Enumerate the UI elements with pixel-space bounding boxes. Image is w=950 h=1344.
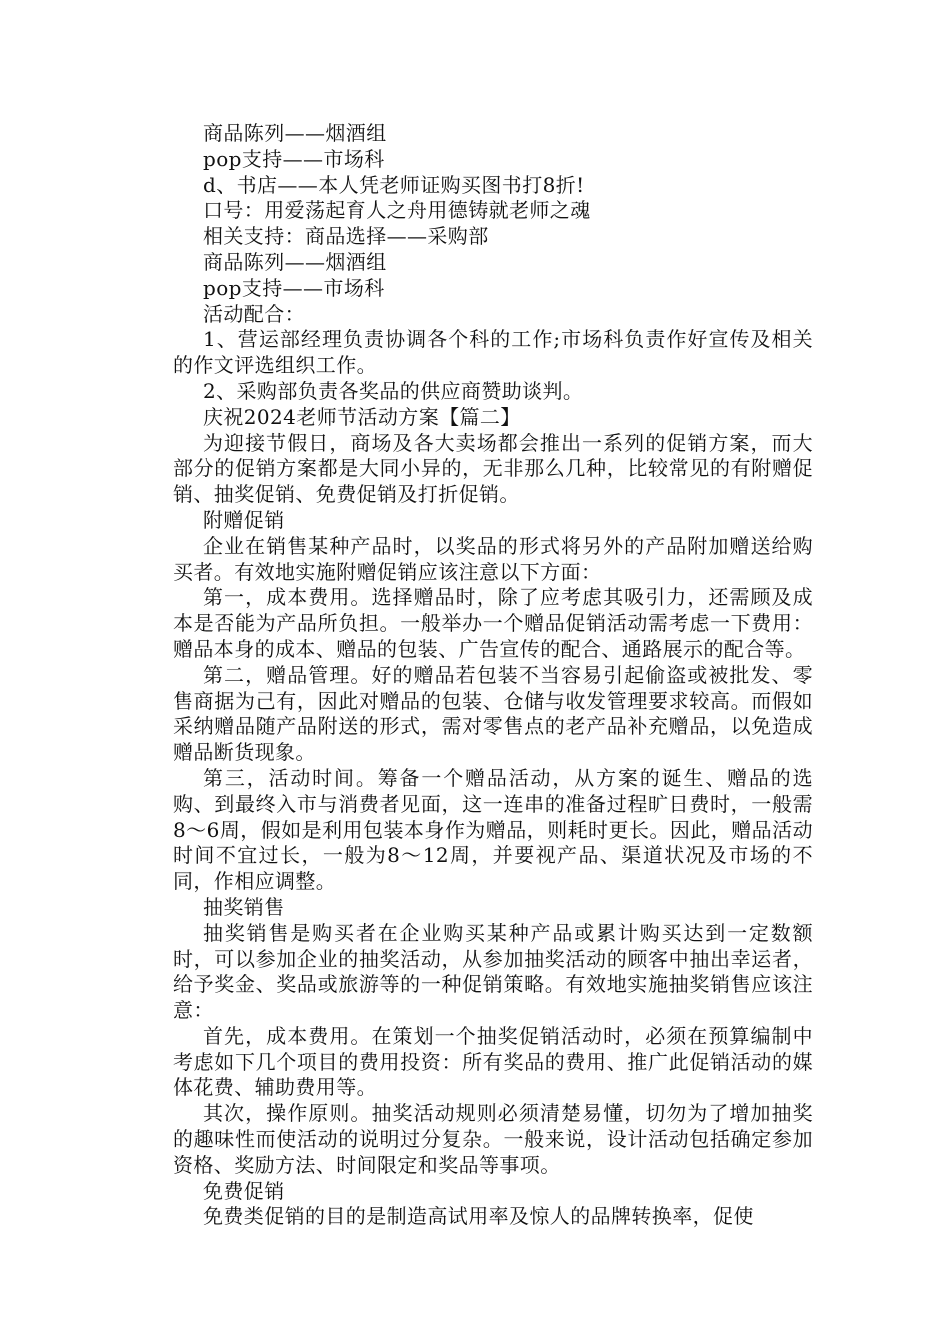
paragraph-19: 抽奖销售是购买者在企业购买某种产品或累计购买达到一定数额时，可以参加企业的抽奖活动，从参加抽奖活动的顾客中抽出幸运者，给予奖金、奖品或旅游等的一种促销策略。有效地实施抽奖销售应该注意： <box>173 920 813 1023</box>
paragraph-14: 企业在销售某种产品时，以奖品的形式将另外的产品附加赠送给购买者。有效地实施附赠促销应该注意以下方面： <box>173 533 813 584</box>
paragraph-11: 庆祝2024老师节活动方案【篇二】 <box>203 404 521 429</box>
paragraph-22: 免费促销 <box>203 1178 285 1203</box>
paragraph-21: 其次，操作原则。抽奖活动规则必须清楚易懂，切勿为了增加抽奖的趣味性而使活动的说明过分复杂。一般来说，设计活动包括确定参加资格、奖励方法、时间限定和奖品等事项。 <box>173 1101 813 1177</box>
paragraph-5: 相关支持：商品选择——采购部 <box>203 224 489 249</box>
paragraph-17: 第三，活动时间。筹备一个赠品活动，从方案的诞生、赠品的选购、到最终入市与消费者见面，这一连串的准备过程旷日费时，一般需8～6周，假如是利用包装本身作为赠品，则耗时更长。因此，赠品活动时间不宜过长，一般为8～12周，并要视产品、渠道状况及市场的不同，作相应调整。 <box>173 765 813 894</box>
paragraph-15: 第一，成本费用。选择赠品时，除了应考虑其吸引力，还需顾及成本是否能为产品所负担。一般举办一个赠品促销活动需考虑一下费用：赠品本身的成本、赠品的包装、广告宣传的配合、通路展示的配合等。 <box>173 585 813 661</box>
paragraph-2: pop支持——市场科 <box>203 146 385 171</box>
document-body <box>173 121 813 1230</box>
paragraph-8: 活动配合： <box>203 301 305 326</box>
paragraph-4: 口号：用爱荡起育人之舟用德铸就老师之魂 <box>203 198 591 223</box>
paragraph-6: 商品陈列——烟酒组 <box>203 249 387 274</box>
paragraph-23: 免费类促销的目的是制造高试用率及惊人的品牌转换率，促使 <box>203 1204 754 1229</box>
paragraph-10: 2、采购部负责各奖品的供应商赞助谈判。 <box>203 378 584 403</box>
paragraph-9: 1、营运部经理负责协调各个科的工作;市场科负责作好宣传及相关的作文评选组织工作。 <box>173 327 813 378</box>
paragraph-1: 商品陈列——烟酒组 <box>203 121 387 145</box>
paragraph-18: 抽奖销售 <box>203 894 285 919</box>
paragraph-16: 第二，赠品管理。好的赠品若包装不当容易引起偷盗或被批发、零售商据为己有，因此对赠品的包装、仓储与收发管理要求较高。而假如采纳赠品随产品附送的形式，需对零售点的老产品补充赠品，以免造成赠品断货现象。 <box>173 662 813 765</box>
paragraph-13: 附赠促销 <box>203 507 285 532</box>
paragraph-20: 首先，成本费用。在策划一个抽奖促销活动时，必须在预算编制中考虑如下几个项目的费用投资：所有奖品的费用、推广此促销活动的媒体花费、辅助费用等。 <box>173 1023 813 1100</box>
paragraph-7: pop支持——市场科 <box>203 275 385 300</box>
paragraph-3: d、书店——本人凭老师证购买图书打8折! <box>203 172 585 197</box>
paragraph-12: 为迎接节假日，商场及各大卖场都会推出一系列的促销方案，而大部分的促销方案都是大同小异的，无非那么几种，比较常见的有附赠促销、抽奖促销、免费促销及打折促销。 <box>173 430 813 507</box>
